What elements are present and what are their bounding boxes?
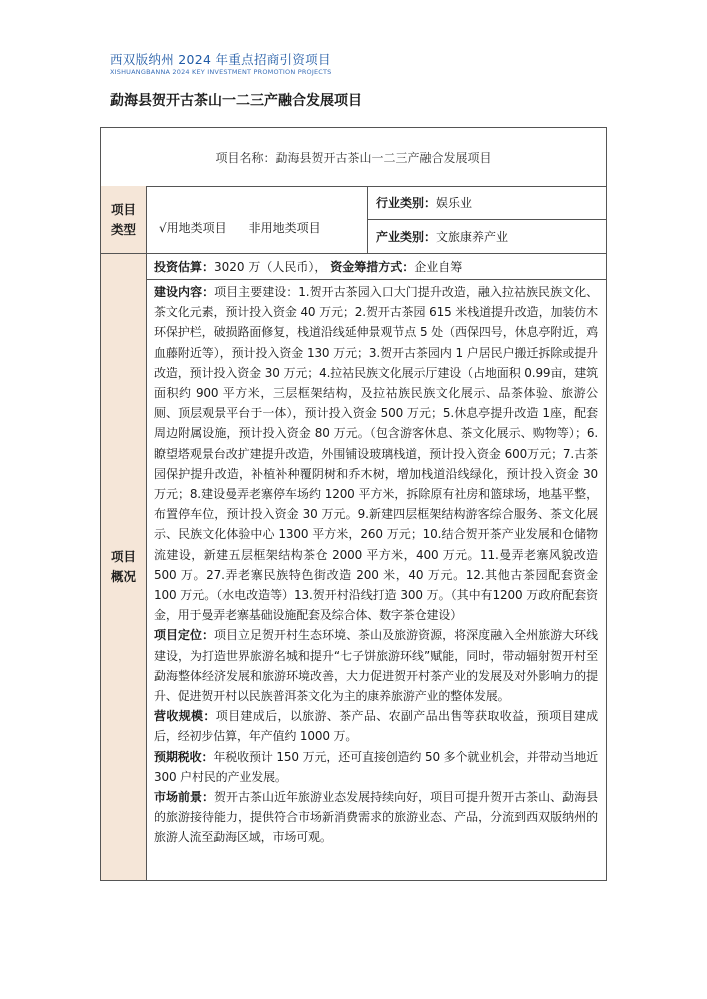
section-label: 建设内容：	[154, 285, 215, 299]
project-overview-label-cell	[101, 254, 147, 880]
investment-label: 投资估算：	[154, 260, 215, 274]
project-type-label-cell	[101, 186, 147, 254]
section-label: 项目定位：	[154, 628, 215, 643]
document-title: 勐海县贺开古茶山一二三产融合发展项目	[110, 93, 362, 109]
non-land-use-option: 非用地类项目	[248, 221, 321, 235]
sector-category-row	[368, 220, 606, 254]
sector-value: 文旅康养产业	[436, 230, 509, 244]
project-overview-label: 项目概况	[110, 549, 136, 584]
revenue-scale	[154, 706, 598, 746]
industry-category-row	[368, 186, 606, 220]
expected-tax	[154, 747, 598, 787]
overview-content	[147, 280, 606, 880]
funding-value: 企业自筹	[414, 260, 463, 274]
project-type-label: 项目类型	[110, 201, 136, 237]
project-table	[100, 127, 607, 881]
header-subtitle: XISHUANGBANNA 2024 KEY INVESTMENT PROMOTION PROJECTS	[110, 68, 332, 76]
construction-content	[154, 282, 598, 625]
investment-row	[147, 254, 606, 280]
section-label: 市场前景：	[154, 790, 215, 805]
section-text: 项目立足贺开村生态环境、茶山及旅游资源，将深度融入全州旅游大环线建设，为打造世界旅游名城和提升“七子饼旅游环线”赋能，同时，带动辐射贺开村至勐海整体经济发展和旅游环境改善，大力促进贺开村茶产业的发展及对外影响力的提升、促进贺开村以民族普洱茶文化为主的康养旅游产业的整体发展。	[154, 628, 598, 704]
section-text: 项目主要建设：1.贺开古茶园入口大门提升改造，融入拉祜族民族文化、茶文化元素，预计投入资金 40 万元；2.贺开古茶园 615 米栈道提升改造，加装仿木环保护栏，破损路面修复，栈道沿线延伸景观节点 5 处（西保四号，休息亭附近，鸡血藤附近等），预计投入资金 130 万元；3.贺开古茶园内 1 户居民户搬迁拆除或提升改造，预计投入资金 30 万元；4.拉祜民族文化展示厅建设（占地面积 0.99亩，建筑面积约 900 平方米，三层框架结构，及拉祜族民族文化展示、品茶体验、旅游公厕、顶层观景平台于一体），预计投入资金 500 万元；5.休息亭提升改造 1座，配套周边附属设施，预计投入资金 80 万元。（包含游客休息、茶文化展示、购物等）；6.瞭望塔观景台改扩建提升改造，外围铺设玻璃栈道，预计投入资金 600万元；7.古茶园保护提升改造，补植补种覆阴树和乔木树，增加栈道沿线绿化，预计投入资金 30 万元；8.建设曼弄老寨停车场约 1200 平方米，拆除原有社房和篮球场，地基平整，布置停车位，预计投入资金 30 万元。9.新建四层框架结构游客综合服务、茶文化展示、民族文化体验中心 1300 平方米，260 万元；10.结合贺开茶产业发展和仓储物流建设，新建五层框架结构茶仓 2000 平方米，400 万元。11.曼弄老寨风貌改造 500 万。27.弄老寨民族特色街改造 200 米，40 万元。12.其他古茶园配套资金 100 万元。（水电改造等）13.贺开村沿线打造 300 万。（其中有1200 万政府配套资金，用于曼弄老寨基础设施配套及综合体、数字茶仓建设）	[154, 285, 598, 623]
project-type-options	[159, 219, 343, 236]
section-label: 预期税收：	[154, 749, 214, 764]
sector-label: 产业类别：	[376, 230, 437, 244]
project-name-row: 项目名称：勐海县贺开古茶山一二三产融合发展项目	[101, 128, 606, 187]
project-positioning	[154, 625, 598, 706]
industry-label: 行业类别：	[376, 196, 437, 210]
market-outlook	[154, 787, 598, 848]
header-title: 西双版纳州 2024 年重点招商引资项目	[110, 52, 331, 67]
section-text: 年税收预计 150 万元，还可直接创造约 50 多个就业机会，并带动当地近 300 户村民的产业发展。	[154, 749, 598, 784]
section-text: 贺开古茶山近年旅游业态发展持续向好，项目可提升贺开古茶山、勐海县的旅游接待能力，提供符合市场新消费需求的旅游业态、产品，分流到西双版纳州的旅游人流至勐海区域，市场可观。	[154, 790, 598, 845]
section-text: 项目建成后，以旅游、茶产品、农副产品出售等获取收益，预项目建成后，经初步估算，年产值约 1000 万。	[154, 709, 598, 744]
industry-value: 娱乐业	[436, 196, 473, 210]
land-use-option: √用地类项目	[159, 221, 227, 235]
investment-value: 3020 万（人民币），	[214, 260, 327, 274]
project-type-cell	[147, 186, 368, 254]
header-banner	[110, 52, 332, 77]
section-label: 营收规模：	[154, 709, 216, 724]
funding-label: 资金筹措方式：	[330, 260, 415, 274]
